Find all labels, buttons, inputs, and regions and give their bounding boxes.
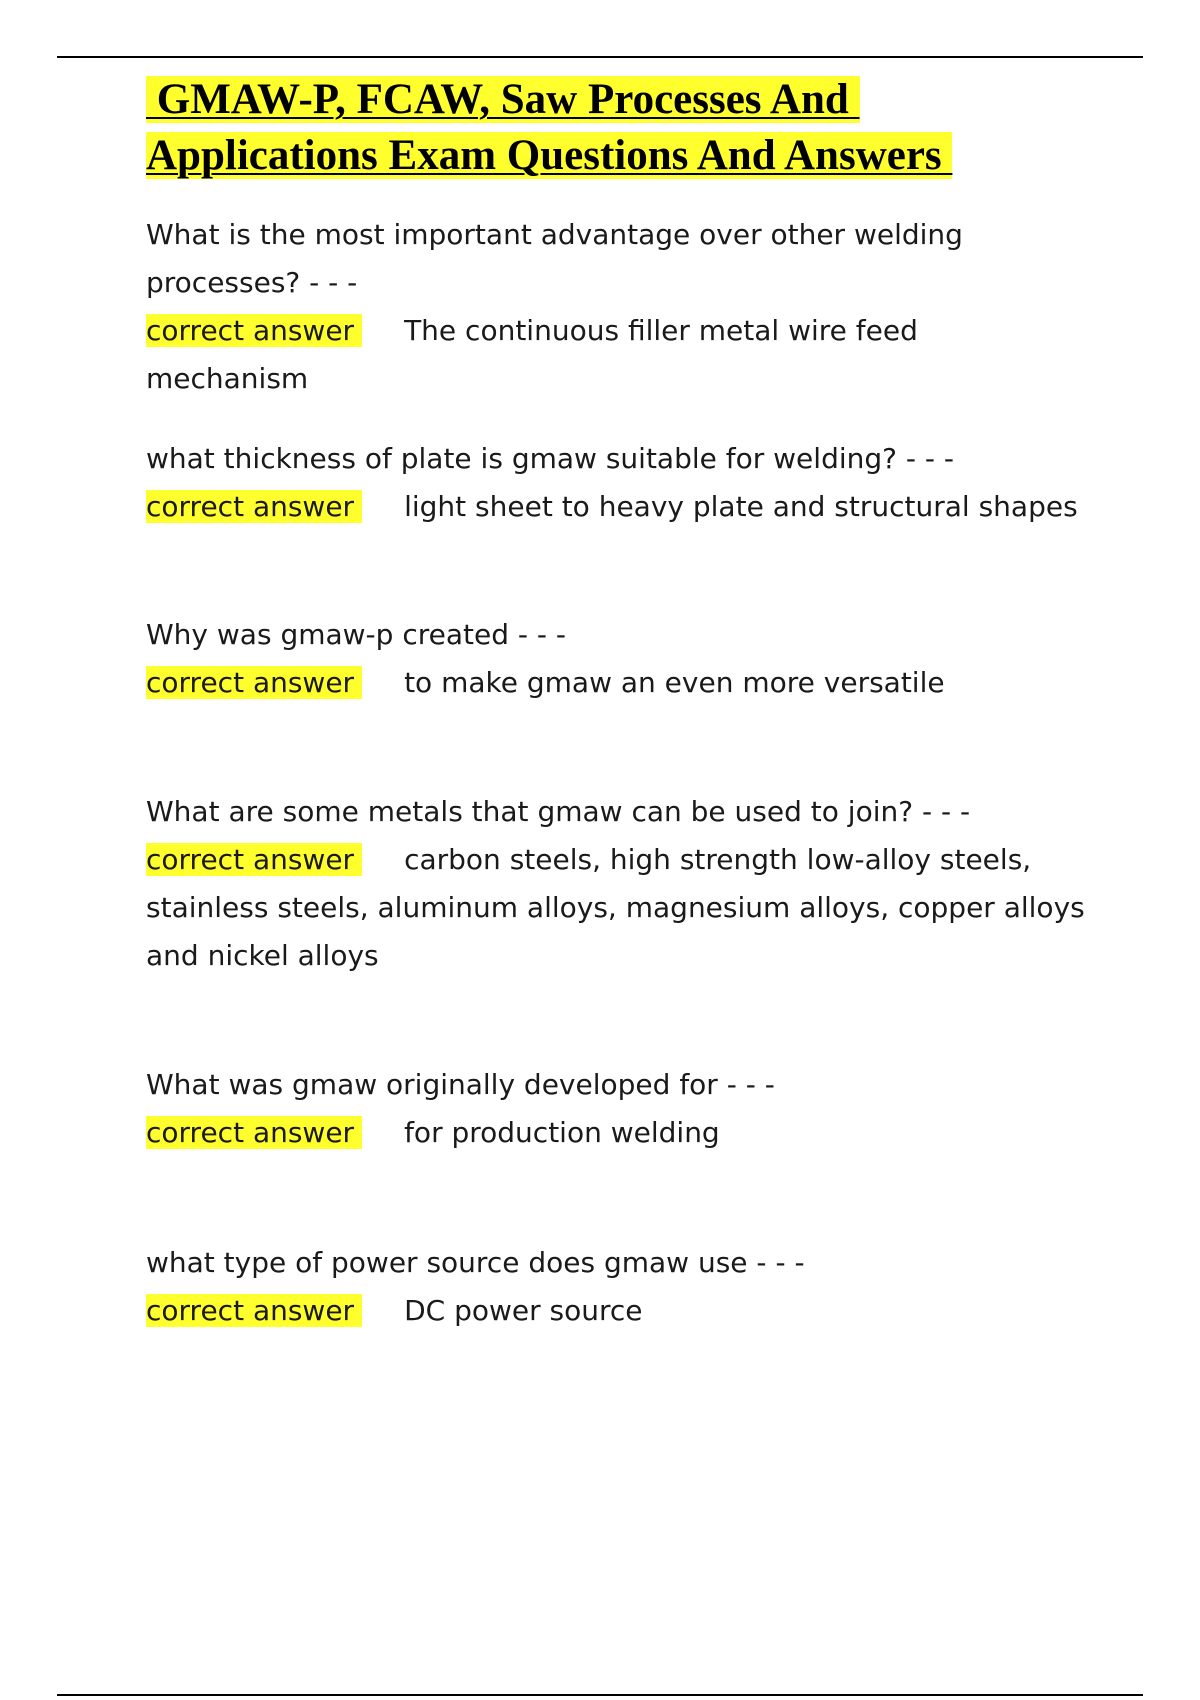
qa-item-6 [146,1239,1126,1335]
answer-label-4: correct answer [146,843,362,876]
answer-label-5: correct answer [146,1116,362,1149]
document-title [146,72,1126,184]
question-1: What is the most important advantage over other welding processes? - - - [146,218,963,299]
question-4: What are some metals that gmaw can be used to join? - - - [146,795,971,828]
question-6: what type of power source does gmaw use - - - [146,1246,805,1279]
title-line-2: Applications Exam Questions And Answers [146,132,953,179]
answer-4: carbon steels, high strength low-alloy steels, stainless steels, aluminum alloys, magnesium alloys, copper alloys and nickel alloys [146,843,1085,972]
answer-3: to make gmaw an even more versatile [404,666,945,699]
question-5: What was gmaw originally developed for - - - [146,1068,775,1101]
answer-6: DC power source [404,1294,643,1327]
answer-5: for production welding [404,1116,720,1149]
question-2: what thickness of plate is gmaw suitable for welding? - - - [146,442,955,475]
question-3: Why was gmaw-p created - - - [146,618,566,651]
qa-item-2 [146,435,1126,531]
qa-item-3 [146,611,1126,707]
qa-item-5 [146,1061,1126,1157]
qa-item-4 [146,788,1126,980]
answer-1: The continuous filler metal wire feed mechanism [146,314,918,395]
title-line-1: GMAW-P, FCAW, Saw Processes And [146,76,860,123]
answer-label-3: correct answer [146,666,362,699]
answer-label-6: correct answer [146,1294,362,1327]
top-rule [57,56,1143,58]
answer-2: light sheet to heavy plate and structural shapes [404,490,1078,523]
answer-label-1: correct answer [146,314,362,347]
bottom-rule [57,1694,1143,1696]
qa-item-1 [146,211,966,403]
answer-label-2: correct answer [146,490,362,523]
